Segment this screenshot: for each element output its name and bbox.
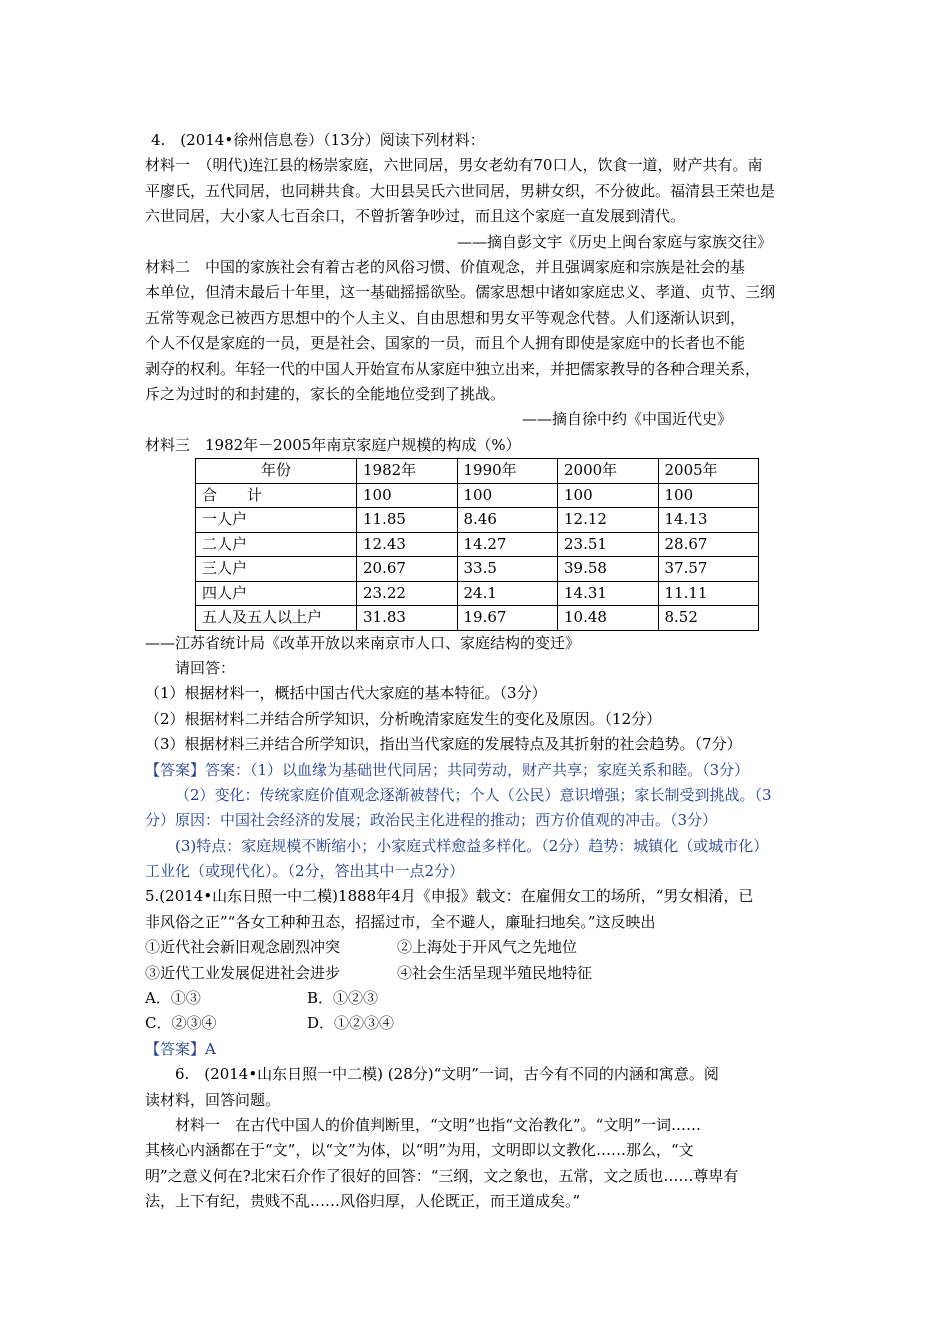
table-cell: 五人及五人以上户 bbox=[196, 606, 357, 631]
table-cell: 四人户 bbox=[196, 581, 357, 606]
q6-stem-line: 6. (2014•山东日照一中二模) (28分)“文明”一词，古今有不同的内涵和寓意。阅 bbox=[175, 1065, 719, 1084]
table-row bbox=[196, 581, 759, 606]
table-cell: 100 bbox=[658, 483, 759, 508]
table-cell: 二人户 bbox=[196, 532, 357, 557]
table-cell: 24.1 bbox=[457, 581, 558, 606]
q5-option: C．②③④ bbox=[145, 1014, 217, 1033]
table-cell: 10.48 bbox=[558, 606, 659, 631]
table-cell: 一人户 bbox=[196, 508, 357, 533]
q4-header: 4. (2014•徐州信息卷）（13分）阅读下列材料： bbox=[151, 131, 485, 149]
q5-item: ③近代工业发展促进社会进步 bbox=[145, 963, 341, 982]
table-cell: 11.11 bbox=[658, 581, 759, 606]
table-cell: 39.58 bbox=[558, 557, 659, 582]
q5-answer-line bbox=[145, 1037, 810, 1062]
table-cell: 100 bbox=[457, 483, 558, 508]
q4-material2-line: 剥夺的权利。年轻一代的中国人开始宣布从家庭中独立出来，并把儒家教导的各种合理关系， bbox=[145, 359, 761, 378]
q6-material1-line: 法，上下有纪，贵贱不乱……风俗归厚，人伦既正，而王道成矣。” bbox=[145, 1192, 581, 1211]
table-header-cell: 2000年 bbox=[558, 459, 659, 484]
q4-material2-line: 斥之为过时的和封建的，家长的全能地位受到了挑战。 bbox=[145, 384, 506, 403]
table-cell: 三人户 bbox=[196, 557, 357, 582]
table-row bbox=[196, 508, 759, 533]
table-row bbox=[196, 606, 759, 631]
q4-material1-line: 六世同居，大小家人七百余口，不曾折箸争吵过，而且这个家庭一直发展到清代。 bbox=[145, 207, 686, 226]
q5-option: B．①②③ bbox=[307, 989, 379, 1008]
table-cell: 100 bbox=[357, 483, 458, 508]
answer-text: 答案：（1）以血缘为基础世代同居；共同劳动，财产共享；家庭关系和睦。（3分） bbox=[205, 760, 750, 779]
table-cell: 100 bbox=[558, 483, 659, 508]
q4-prompt: 请回答： bbox=[175, 658, 236, 677]
q5-option: D．①②③④ bbox=[307, 1014, 395, 1033]
q4-answer-line bbox=[145, 758, 810, 783]
q6-material1-line: 明”之意义何在?北宋石介作了很好的回答：“三纲，文之象也，五常，文之质也……尊卑有 bbox=[145, 1166, 739, 1185]
q4-material2-line: 五常等观念已被西方思想中的个人主义、自由思想和男女平等观念代替。人们逐渐认识到， bbox=[145, 308, 746, 327]
q4-answer-line: 分）原因：中国社会经济的发展；政治民主化进程的推动；西方价值观的冲击。（3分） bbox=[145, 811, 718, 830]
q4-material1-line: 材料一 （明代)连江县的杨崇家庭，六世同居，男女老幼有70口人，饮食一道，财产共有。南 bbox=[145, 156, 763, 175]
q5-item: ②上海处于开风气之先地位 bbox=[397, 938, 578, 957]
table-cell: 14.31 bbox=[558, 581, 659, 606]
table-cell: 12.43 bbox=[357, 532, 458, 557]
table-cell: 8.52 bbox=[658, 606, 759, 631]
q5-item: ④社会生活呈现半殖民地特征 bbox=[397, 963, 593, 982]
q5-option-row bbox=[145, 1011, 810, 1036]
q4-material3-source: ——江苏省统计局《改革开放以来南京市人口、家庭结构的变迁》 bbox=[145, 633, 581, 652]
answer-tag: 【答案】 bbox=[145, 760, 206, 779]
table-cell: 20.67 bbox=[357, 557, 458, 582]
table-row bbox=[196, 557, 759, 582]
answer-text: A bbox=[205, 1039, 216, 1058]
q5-stem-line: 非风俗之正”“各女工种种丑态，招摇过市，全不避人，廉耻扫地矣。”这反映出 bbox=[145, 912, 656, 931]
table-cell: 33.5 bbox=[457, 557, 558, 582]
q5-stem-line: 5.(2014•山东日照一中二模)1888年4月《申报》载文：在雇佣女工的场所，“男女相淆，已 bbox=[145, 887, 754, 906]
table-cell: 14.27 bbox=[457, 532, 558, 557]
q4-question: （2）根据材料二并结合所学知识，分析晚清家庭发生的变化及原因。（12分） bbox=[145, 709, 662, 728]
table-cell: 31.83 bbox=[357, 606, 458, 631]
q6-material1-line: 材料一 在古代中国人的价值判断里，“文明”也指“文治教化”。“文明”一词…… bbox=[175, 1116, 702, 1134]
q4-material2-line: 本单位，但清末最后十年里，这一基础摇摇欲坠。儒家思想中诸如家庭忠义、孝道、贞节、三纲 bbox=[145, 283, 776, 302]
q4-question: （3）根据材料三并结合所学知识，指出当代家庭的发展特点及其折射的社会趋势。（7分） bbox=[145, 735, 742, 754]
document-page bbox=[145, 128, 810, 1215]
table-cell: 19.67 bbox=[457, 606, 558, 631]
table-cell: 28.67 bbox=[658, 532, 759, 557]
table-cell: 12.12 bbox=[558, 508, 659, 533]
table-header-cell: 1990年 bbox=[457, 459, 558, 484]
q4-material3-title: 材料三 1982年－2005年南京家庭户规模的构成（%） bbox=[145, 435, 521, 454]
q4-answer-line: 工业化（或现代化）。（2分，答出其中一点2分） bbox=[145, 862, 465, 881]
answer-tag: 【答案】 bbox=[145, 1039, 206, 1058]
table-cell: 23.51 bbox=[558, 532, 659, 557]
table-row bbox=[196, 532, 759, 557]
table-row bbox=[196, 483, 759, 508]
q6-stem-line: 读材料，回答问题。 bbox=[145, 1090, 281, 1109]
q4-material2-line: 个人不仅是家庭的一员，更是社会、国家的一员，而且个人拥有即使是家庭中的长者也不能 bbox=[145, 334, 746, 353]
q6-material1-line: 其核心内涵都在于“文”，以“文”为体，以“明”为用，文明即以文教化……那么，“文 bbox=[145, 1141, 694, 1160]
q5-item: ①近代社会新旧观念剧烈冲突 bbox=[145, 938, 341, 957]
table-cell: 合 计 bbox=[196, 483, 357, 508]
table-header-row bbox=[196, 459, 759, 484]
table-cell: 11.85 bbox=[357, 508, 458, 533]
q4-material1-line: 平廖氏，五代同居，也同耕共食。大田县吴氏六世同居，男耕女织，不分彼此。福清县王荣也是 bbox=[145, 181, 776, 200]
table-cell: 8.46 bbox=[457, 508, 558, 533]
q5-option: A．①③ bbox=[145, 989, 201, 1008]
table-header-cell: 2005年 bbox=[658, 459, 759, 484]
table-cell: 37.57 bbox=[658, 557, 759, 582]
q4-material2-line: 材料二 中国的家族社会有着古老的风俗习惯、价值观念，并且强调家庭和宗族是社会的基 bbox=[145, 257, 746, 276]
table-cell: 23.22 bbox=[357, 581, 458, 606]
table-header-cell: 1982年 bbox=[357, 459, 458, 484]
q5-item-row bbox=[145, 935, 810, 960]
q5-option-row bbox=[145, 986, 810, 1011]
table-cell: 14.13 bbox=[658, 508, 759, 533]
household-size-table bbox=[195, 458, 759, 631]
q4-question: （1）根据材料一，概括中国古代大家庭的基本特征。（3分） bbox=[145, 684, 547, 703]
q4-answer-line: (3)特点：家庭规模不断缩小；小家庭式样愈益多样化。（2分）趋势：城镇化（或城市化） bbox=[175, 836, 769, 855]
q4-material2-source: ——摘自徐中约《中国近代史》 bbox=[521, 410, 732, 429]
table-header-cell: 年份 bbox=[196, 459, 357, 484]
q5-item-row bbox=[145, 961, 810, 986]
q4-material1-source: ——摘自彭文宇《历史上闽台家庭与家族交往》 bbox=[456, 232, 772, 251]
q4-answer-line: （2）变化：传统家庭价值观念逐渐被替代；个人（公民）意识增强；家长制受到挑战。（3 bbox=[175, 785, 772, 804]
